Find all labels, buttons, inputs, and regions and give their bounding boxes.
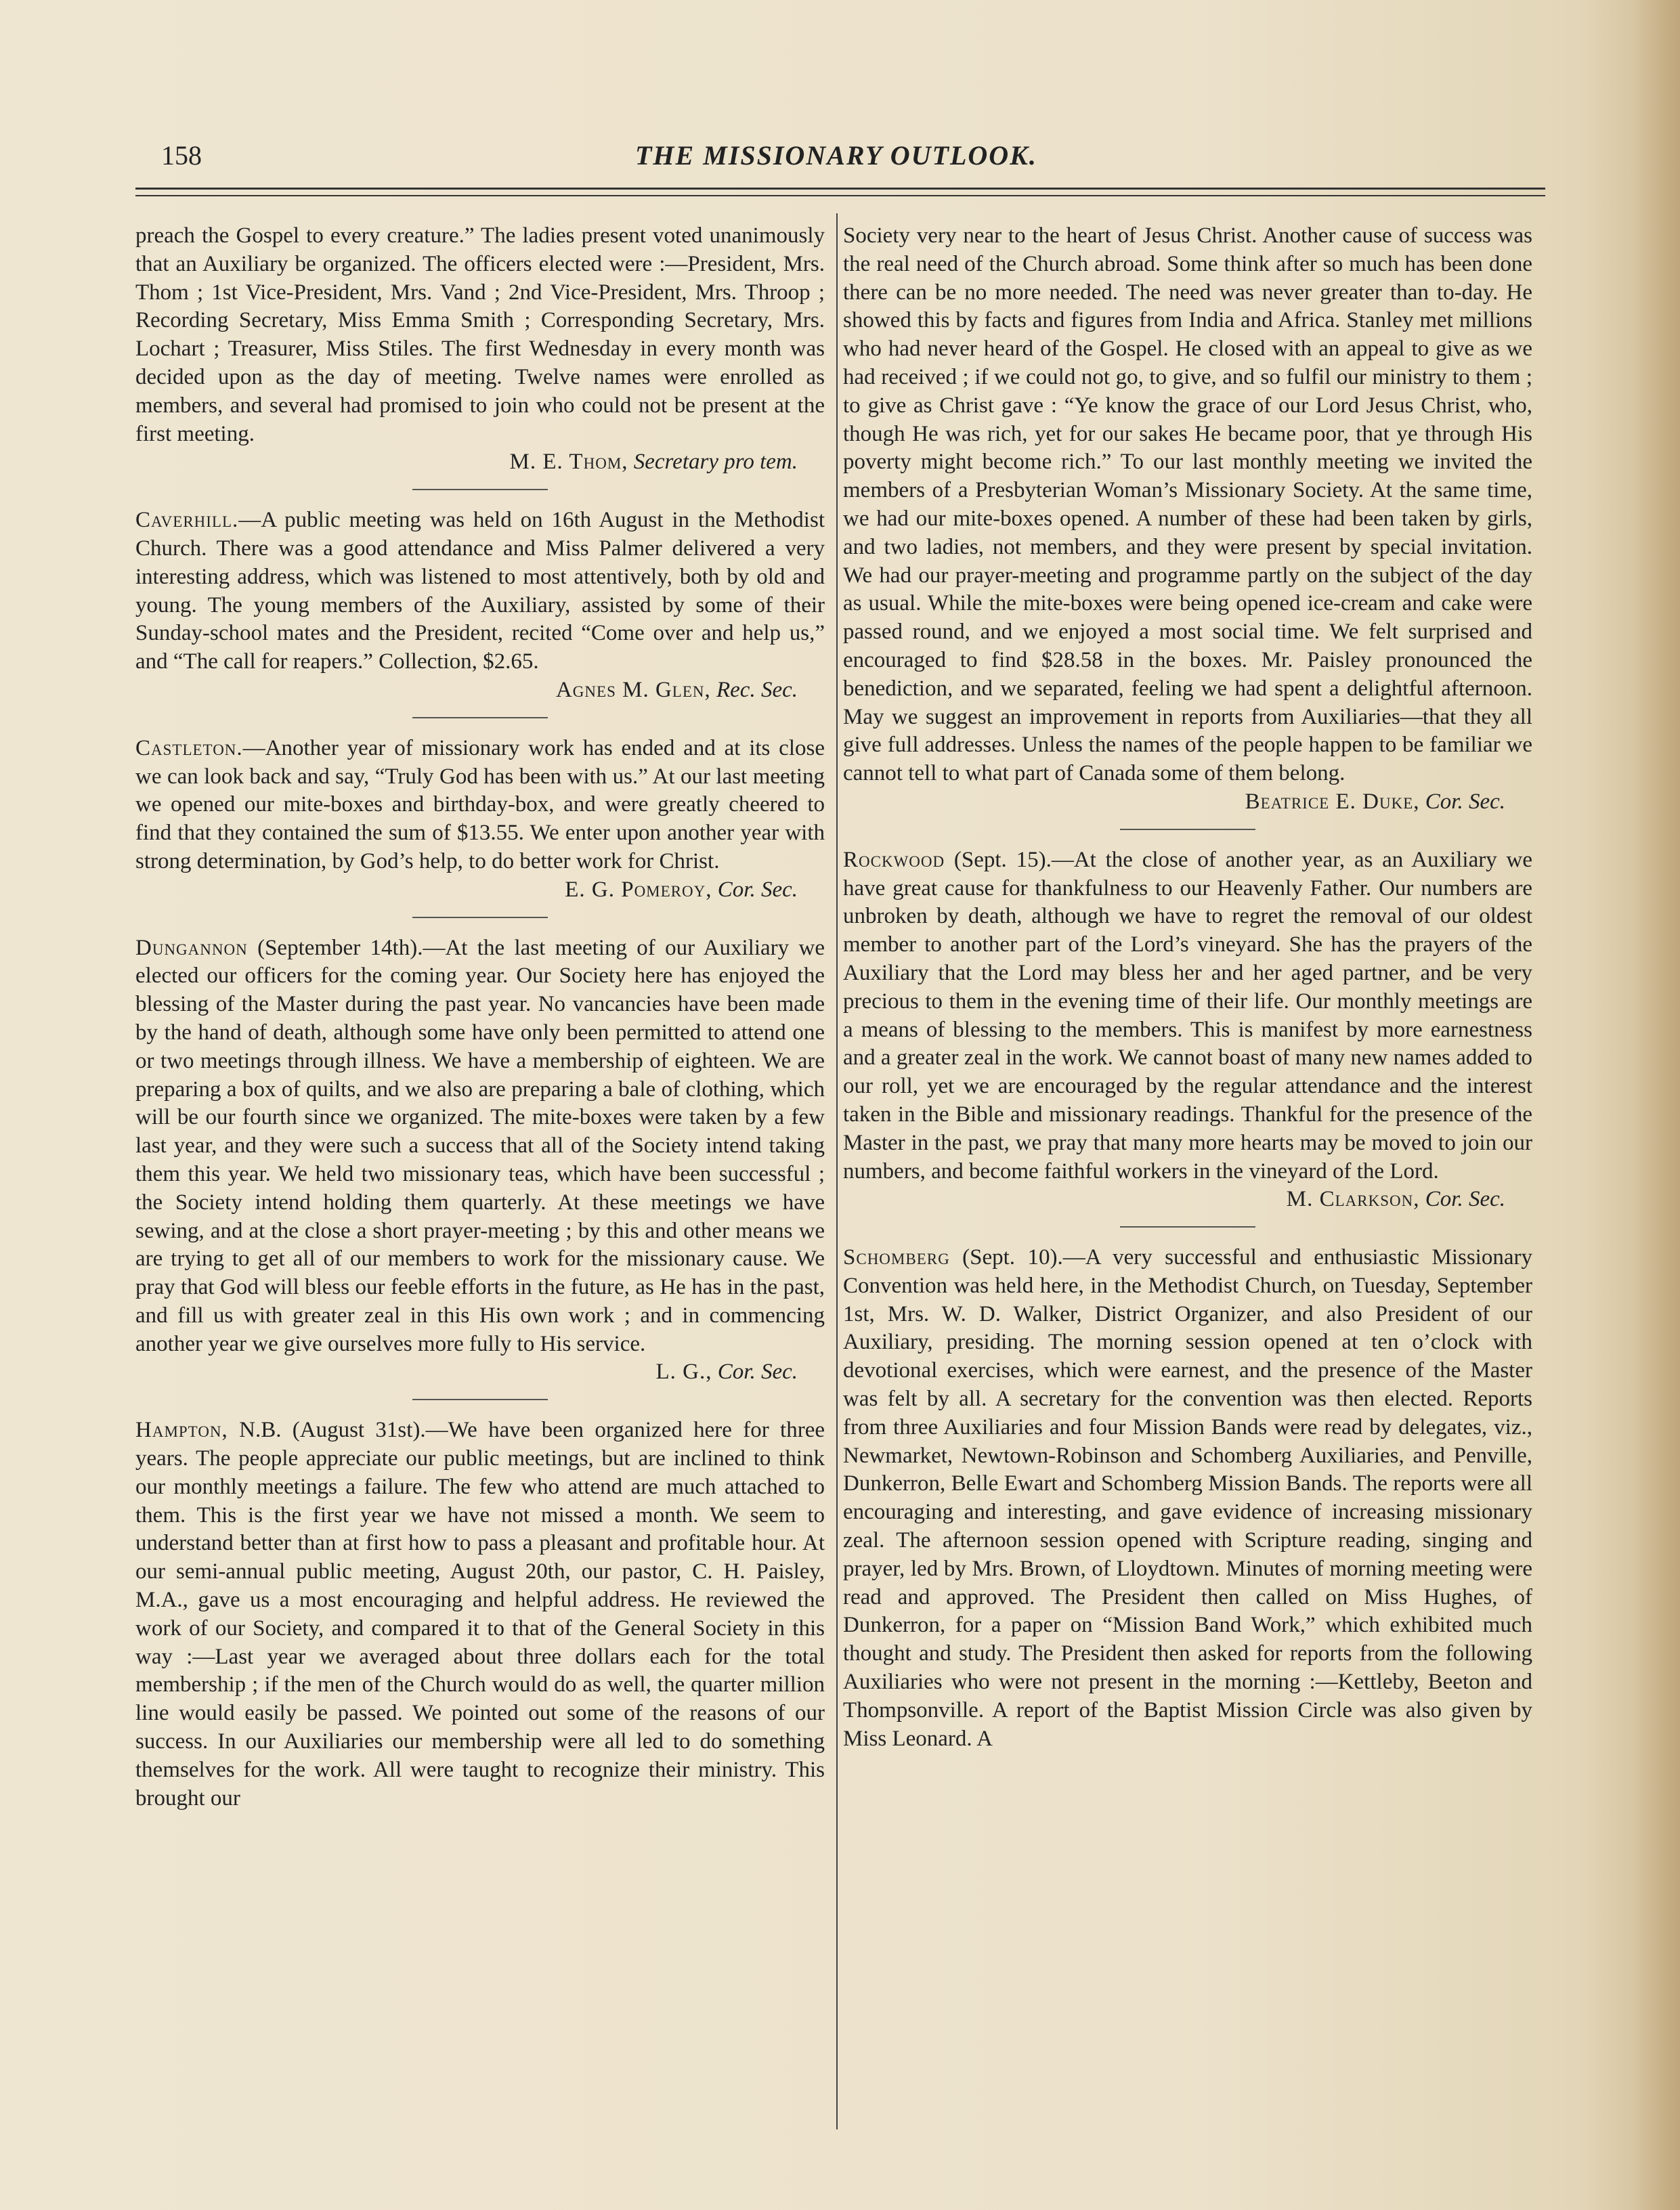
signature-name: L. G.,	[655, 1360, 712, 1385]
report-text: —A public meeting was held on 16th August in the Methodist Church. There was a good attendance and Miss Palmer delivered a very interesting address, which was listened to most attentively, both by old and young. The young members of the Auxiliary, assisted by some of their Sunday-school mates and the President, recited “Come over and help us,” and “The call for reapers.” Collection, $2.65.	[135, 508, 825, 674]
page-edge-shadow	[1633, 0, 1680, 2210]
signature-name: Agnes M. Glen,	[555, 677, 711, 702]
report-text: (Sept. 10).—A very successful and enthusiastic Missionary Convention was held here, in the Methodist Church, on Tuesday, September 1st, Mrs. W. D. Walker, District Organizer, and also President of our Auxiliary, presiding. The morning session opened at ten o’clock with devotional exercises, which were earnest, and the presence of the Master was felt by all. A secretary for the convention was then elected. Reports from three Auxiliaries and four Mission Bands were read by delegates, viz., Newmarket, Newtown-Robinson and Schomberg Auxiliaries, and Penville, Dunkerron, Belle Ewart and Schomberg Mission Bands. The reports were all encouraging and interesting, and gave evidence of increasing missionary zeal. The afternoon session opened with Scripture reading, singing and prayer, led by Mrs. Brown, of Lloydtown. Minutes of morning meeting were read and approved. The President then called on Miss Hughes, of Dunkerron, for a paper on “Mission Band Work,” which exhibited much thought and study. The President then asked for reports from the following Auxiliaries who were not present in the morning :—Kettleby, Beeton and Thompsonville. A report of the Baptist Mission Circle was also given by Miss Leonard. A	[843, 1245, 1532, 1751]
signature	[135, 676, 825, 705]
signature-name: E. G. Pomeroy,	[565, 877, 712, 902]
report-text: N.B. (August 31st).—We have been organized here for three years. The people appreciate our public meetings, but are inclined to think our monthly meetings a failure. The few who attend are much attached to them. This is the first year we have not missed a month. We seem to understand better than at first how to pass a pleasant and profitable hour. At our semi-annual public meeting, August 20th, our pastor, C. H. Paisley, M.A., gave us a most encouraging and helpful address. He reviewed the work of our Society, and compared it to that of the General Society in this way :—Last year we averaged about three dollars each for the total membership ; if the men of the Church would do as well, the quarter million line would easily be passed. We pointed out some of the reasons of our success. In our Auxiliaries our membership were all led to do something themselves for the work. All were taught to recognize their ministry. This brought our	[135, 1418, 825, 1811]
report-dungannon	[135, 934, 825, 1359]
signature-role: Rec. Sec.	[716, 677, 798, 702]
running-header-title: THE MISSIONARY OUTLOOK.	[635, 140, 1037, 171]
report-text: (Sept. 15).—At the close of another year, as an Auxiliary we have great cause for thankfulness to our Heavenly Father. Our numbers are unbroken by death, although we have to regret the removal of our oldest member to another part of the Lord’s vineyard. She has the prayers of the Auxiliary that the Lord may bless her and her aged partner, and be very precious to them in the evening time of their life. Our monthly meetings are a means of blessing to the members. This is manifest by more earnestness and a greater zeal in the work. We cannot boast of many new names added to our roll, yet we are encouraged by the regular attendance and the interest taken in the Bible and missionary readings. Thankful for the presence of the Master in the past, we pray that many more hearts may be moved to join our numbers, and become faithful workers in the vineyard of the Lord.	[843, 847, 1532, 1184]
signature-role: Cor. Sec.	[1425, 1187, 1505, 1212]
report-place: Dungannon	[135, 935, 248, 960]
paragraph: Society very near to the heart of Jesus Christ. Another cause of success was the real need of the Church abroad. Some think after so much has been done there can be no more needed. The need was never greater than to-day. He showed this by facts and figures from India and Africa. Stanley met millions who had never heard of the Gospel. He closed with an appeal to give as we had received ; if we could not go, to give, and so fulfil our ministry to them ; to give as Christ gave : “Ye know the grace of our Lord Jesus Christ, who, though He was rich, yet for our sakes He became poor, that ye through His poverty might become rich.” To our last monthly meeting we invited the members of a Presbyterian Woman’s Missionary Society. At the same time, we had our mite-boxes opened. A number of these had been taken by girls, and two ladies, not members, and they were present by special invitation. We had our prayer-meeting and programme partly on the subject of the day as usual. While the mite-boxes were being opened ice-cream and cake were passed round, and we enjoyed a most social time. We felt surprised and encouraged to find $28.58 in the boxes. Mr. Paisley pronounced the benediction, and we separated, feeling we had spent a delightful afternoon. May we suggest an improvement in reports from Auxiliaries—that they all give full addresses. Unless the names of the people happen to be familiar we cannot tell to what part of Canada some of them belong.	[843, 223, 1532, 786]
report-place: Castleton.	[135, 735, 243, 760]
signature-role: Cor. Sec.	[717, 877, 798, 902]
section-separator	[412, 917, 548, 918]
left-column	[135, 222, 825, 1813]
header-rule-thick	[135, 188, 1545, 190]
paragraph: preach the Gospel to every creature.” The ladies present voted unanimously that an Auxiliary be organized. The officers elected were :—President, Mrs. Thom ; 1st Vice-President, Mrs. Vand ; 2nd Vice-President, Mrs. Throop ; Recording Secretary, Miss Emma Smith ; Corresponding Secretary, Mrs. Lochart ; Treasurer, Miss Stiles. The first Wednesday in every month was decided upon as the day of meeting. Twelve names were enrolled as members, and several had promised to join who could not be present at the first meeting.	[135, 223, 825, 446]
signature-name: Beatrice E. Duke,	[1245, 789, 1420, 814]
signature-name: M. Clarkson,	[1286, 1187, 1420, 1212]
report-rockwood	[843, 846, 1532, 1186]
report-place: Caverhill.	[135, 508, 239, 533]
section-separator	[1120, 829, 1255, 830]
header-rule-thin	[135, 195, 1545, 196]
right-column	[843, 222, 1532, 1753]
signature	[843, 1186, 1532, 1214]
report-text: (September 14th).—At the last meeting of our Auxiliary we elected our officers for the coming year. Our Society here has enjoyed the blessing of the Master during the past year. No vancancies have been made by the hand of death, although some have only been permitted to attend one or two meetings through illness. We have a membership of eighteen. We are preparing a box of quilts, and we also are preparing a bale of clothing, which will be our fourth since we organized. The mite-boxes were taken by a few last year, and they were such a success that all of the Society intend taking them this year. We held two missionary teas, which have been successful ; the Society intend holding them quarterly. At these meetings we have sewing, and at the close a short prayer-meeting ; by this and other means we are trying to get all of our members to work for the missionary cause. We pray that God will bless our feeble efforts in the future, as He has in the past, and fill us with greater zeal in this His own work ; and in commencing another year we give ourselves more fully to His service.	[135, 935, 825, 1356]
section-separator	[412, 717, 548, 718]
signature-role: Cor. Sec.	[717, 1360, 798, 1385]
signature-role: Cor. Sec.	[1425, 789, 1505, 814]
page-number: 158	[161, 140, 202, 171]
signature-role: Secretary pro tem.	[633, 450, 798, 475]
report-place: Hampton,	[135, 1418, 228, 1443]
signature	[135, 1358, 825, 1387]
report-place: Schomberg	[843, 1245, 950, 1270]
section-separator	[412, 489, 548, 490]
section-separator	[412, 1399, 548, 1400]
report-schomberg	[843, 1244, 1532, 1753]
signature	[135, 448, 825, 477]
report-text: —Another year of missionary work has ended and at its close we can look back and say, “Truly God has been with us.” At our last meeting we opened our mite-boxes and birthday-box, and were greatly cheered to find that they contained the sum of $13.55. We enter upon another year with strong determination, by God’s help, to do better work for Christ.	[135, 735, 825, 873]
report-castleton	[135, 735, 825, 876]
signature	[135, 876, 825, 905]
column-divider	[836, 213, 838, 2129]
report-caverhill	[135, 506, 825, 676]
section-separator	[1120, 1226, 1255, 1228]
report-hampton	[135, 1416, 825, 1813]
signature	[843, 788, 1532, 817]
report-place: Rockwood	[843, 847, 945, 872]
signature-name: M. E. Thom,	[509, 450, 628, 475]
